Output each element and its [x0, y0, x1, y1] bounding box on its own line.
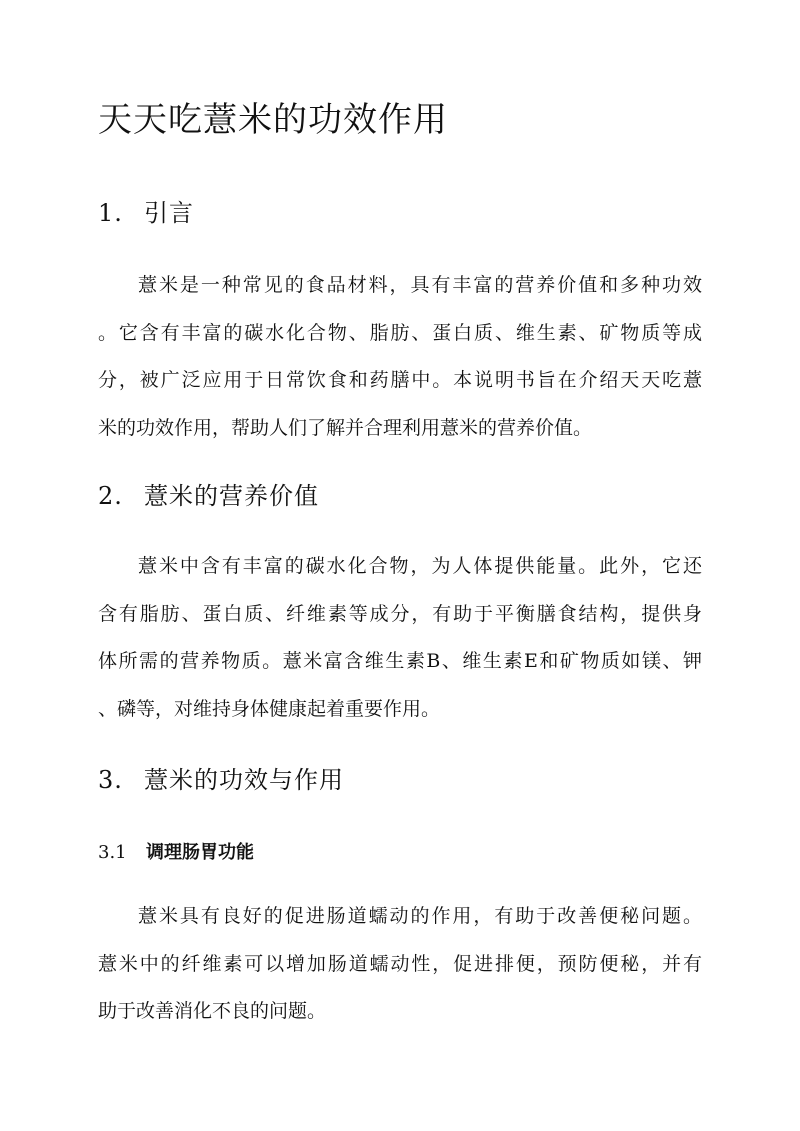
section-heading-nutrition [98, 478, 319, 514]
document-title: 天天吃薏米的功效作用 [98, 100, 448, 140]
paragraph-line: 薏米中含有丰富的碳水化合物，为人体提供能量。此外，它还 [138, 555, 702, 577]
section-title: 薏米的功效与作用 [144, 766, 344, 794]
paragraph-line: 体所需的营养物质。薏米富含维生素B、维生素E和矿物质如镁、钾 [98, 650, 702, 672]
paragraph-line: 分，被广泛应用于日常饮食和药膳中。本说明书旨在介绍天天吃薏 [98, 369, 702, 391]
paragraph-line: 。它含有丰富的碳水化合物、脂肪、蛋白质、维生素、矿物质等成 [98, 321, 702, 344]
paragraph-line: 米的功效作用，帮助人们了解并合理利用薏米的营养价值。 [98, 416, 593, 439]
paragraph-line: 薏米是一种常见的食品材料，具有丰富的营养价值和多种功效 [138, 274, 702, 296]
subsection-number: 3.1 [98, 842, 127, 863]
nutrition-paragraph [98, 543, 702, 733]
section-title: 引言 [144, 199, 194, 227]
section-number: 3. [98, 766, 123, 794]
subsection-title: 调理肠胃功能 [146, 842, 254, 863]
digestion-paragraph [98, 893, 702, 1036]
paragraph-line: 含有脂肪、蛋白质、纤维素等成分，有助于平衡膳食结构，提供身 [98, 602, 702, 625]
subsection-heading-digestion [98, 839, 254, 867]
paragraph-line: 薏米中的纤维素可以增加肠道蠕动性，促进排便，预防便秘，并有 [98, 952, 702, 975]
introduction-paragraph [98, 262, 702, 452]
section-number: 2. [98, 482, 123, 510]
paragraph-line: 助于改善消化不良的问题。 [98, 1000, 327, 1022]
paragraph-line: 薏米具有良好的促进肠道蠕动的作用，有助于改善便秘问题。 [138, 905, 702, 927]
section-number: 1. [98, 199, 123, 227]
section-heading-effects [98, 762, 344, 798]
section-title: 薏米的营养价值 [144, 482, 319, 510]
paragraph-line: 、磷等，对维持身体健康起着重要作用。 [98, 697, 441, 720]
section-heading-introduction [98, 195, 194, 231]
